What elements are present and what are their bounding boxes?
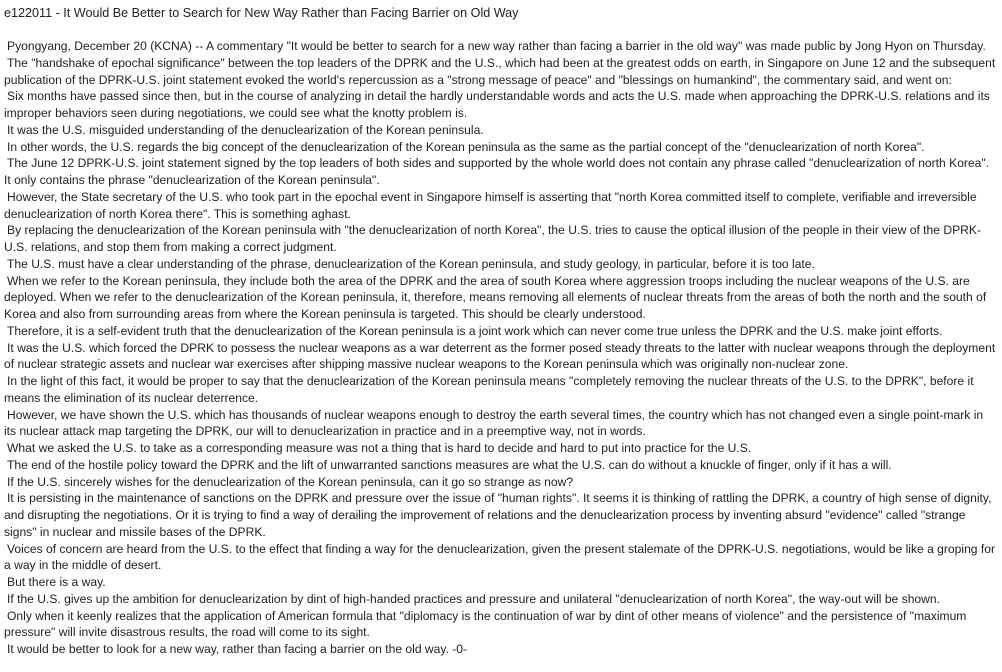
paragraph: The June 12 DPRK-U.S. joint statement signed by the top leaders of both sides and supported by the whole world does not contain any phrase called "denuclearization of north Korea". It only contains the phrase "denuclearization of the Korean peninsula". (4, 156, 990, 187)
paragraph: In other words, the U.S. regards the big concept of the denuclearization of the Korean peninsula as the same as the partial concept of the "denuclearization of north Korea". (7, 139, 925, 154)
paragraph: By replacing the denuclearization of the Korean peninsula with "the denuclearization of north Korea", the U.S. tries to cause the optical illusion of the people in their view of the DPRK-U.S. relations, and stop them from making a correct judgment. (4, 223, 981, 254)
paragraph: It would be better to look for a new way, rather than facing a barrier on the old way. -0- (7, 642, 468, 656)
paragraph: However, the State secretary of the U.S. who took part in the epochal event in Singapore himself is asserting that "north Korea committed itself to complete, verifiable and irreversible denuclearization of north Korea there". This is something aghast. (4, 189, 977, 221)
paragraph: The U.S. must have a clear understanding of the phrase, denuclearization of the Korean peninsula, and study geology, in particular, before it is too late. (7, 256, 815, 271)
paragraph: Six months have passed since then, but in the course of analyzing in detail the hardly understandable words and acts the U.S. made when approaching the DPRK-U.S. relations and its improper behaviors seen during negotiations, we could see what the knotty problem is. (4, 89, 990, 120)
paragraph: If the U.S. gives up the ambition for denuclearization by dint of high-handed practices and pressure and unilateral "denuclearization of north Korea", the way-out will be shown. (7, 591, 940, 606)
paragraph: Therefore, it is a self-evident truth that the denuclearization of the Korean peninsula is a joint work which can never come true unless the DPRK and the U.S. make joint efforts. (7, 323, 943, 338)
paragraph: The "handshake of epochal significance" between the top leaders of the DPRK and the U.S., which had been at the greatest odds on earth, in Singapore on June 12 and the subsequent publication of the DPRK-U.S. joint statement evoked the world's repercussion as a "strong message of peace" and "blessings on humankind", the commentary said, and went on: (4, 55, 996, 87)
paragraph: Voices of concern are heard from the U.S. to the effect that finding a way for the denuclearization, given the present stalemate of the DPRK-U.S. negotiations, would be like a groping for a way in the middle of desert. (4, 541, 995, 573)
paragraph: When we refer to the Korean peninsula, they include both the area of the DPRK and the area of south Korea where aggression troops including the nuclear weapons of the U.S. are deployed. When we refer to the denuclearization of the Korean peninsula, it, therefore, means removing all elements of nuclear threats from the areas of both the north and the south of Korea and also from surrounding areas from where the Korean peninsula is targeted. This should be clearly understood. (4, 273, 987, 321)
document-title: e122011 - It Would Be Better to Search for New Way Rather than Facing Barrier on Old Way (4, 6, 519, 20)
paragraph: It is persisting in the maintenance of sanctions on the DPRK and pressure over the issue of "human rights". It seems it is thinking of rattling the DPRK, a country of high sense of dignity, and disrupting the negotiations. Or it is trying to find a way of derailing the improvement of relations and the denuclearization process by inventing absurd "evidence" called "strange signs" in nuclear and missile bases of the DPRK. (4, 491, 992, 539)
paragraph: What we asked the U.S. to take as a corresponding measure was not a thing that is hard to decide and hard to put into practice for the U.S. (7, 441, 752, 455)
paragraph: It was the U.S. which forced the DPRK to possess the nuclear weapons as a war deterrent as the former posed steady threats to the latter with nuclear weapons through the deployment of nuclear strategic assets and nuclear war exercises after shipping massive nuclear weapons to the Korean peninsula which was originally non-nuclear zone. (4, 340, 996, 372)
paragraph: Only when it keenly realizes that the application of American formula that "diplomacy is the continuation of war by dint of other means of violence" and the persistence of "maximum pressure" will invite disastrous results, the road will come to its sight. (4, 608, 967, 640)
paragraph: In the light of this fact, it would be proper to say that the denuclearization of the Korean peninsula means "completely removing the nuclear threats of the U.S. to the DPRK", before it means the elimination of its nuclear deterrence. (4, 374, 974, 405)
paragraph: If the U.S. sincerely wishes for the denuclearization of the Korean peninsula, can it go so strange as now? (7, 474, 574, 489)
article-body (4, 38, 998, 658)
paragraph: But there is a way. (7, 575, 106, 589)
paragraph: However, we have shown the U.S. which has thousands of nuclear weapons enough to destroy the earth several times, the country which has not changed even a single point-mark in its nuclear attack map targeting the DPRK, our will to denuclearization in practice and in a preemptive way, not in words. (4, 407, 984, 439)
paragraph: It was the U.S. misguided understanding of the denuclearization of the Korean peninsula. (7, 122, 484, 137)
paragraph: The end of the hostile policy toward the DPRK and the lift of unwarranted sanctions measures are what the U.S. can do without a knuckle of finger, only if it has a will. (7, 457, 892, 472)
paragraph: Pyongyang, December 20 (KCNA) -- A commentary "It would be better to search for a new way rather than facing a barrier in the old way" was made public by Jong Hyon on Thursday. (7, 39, 986, 53)
